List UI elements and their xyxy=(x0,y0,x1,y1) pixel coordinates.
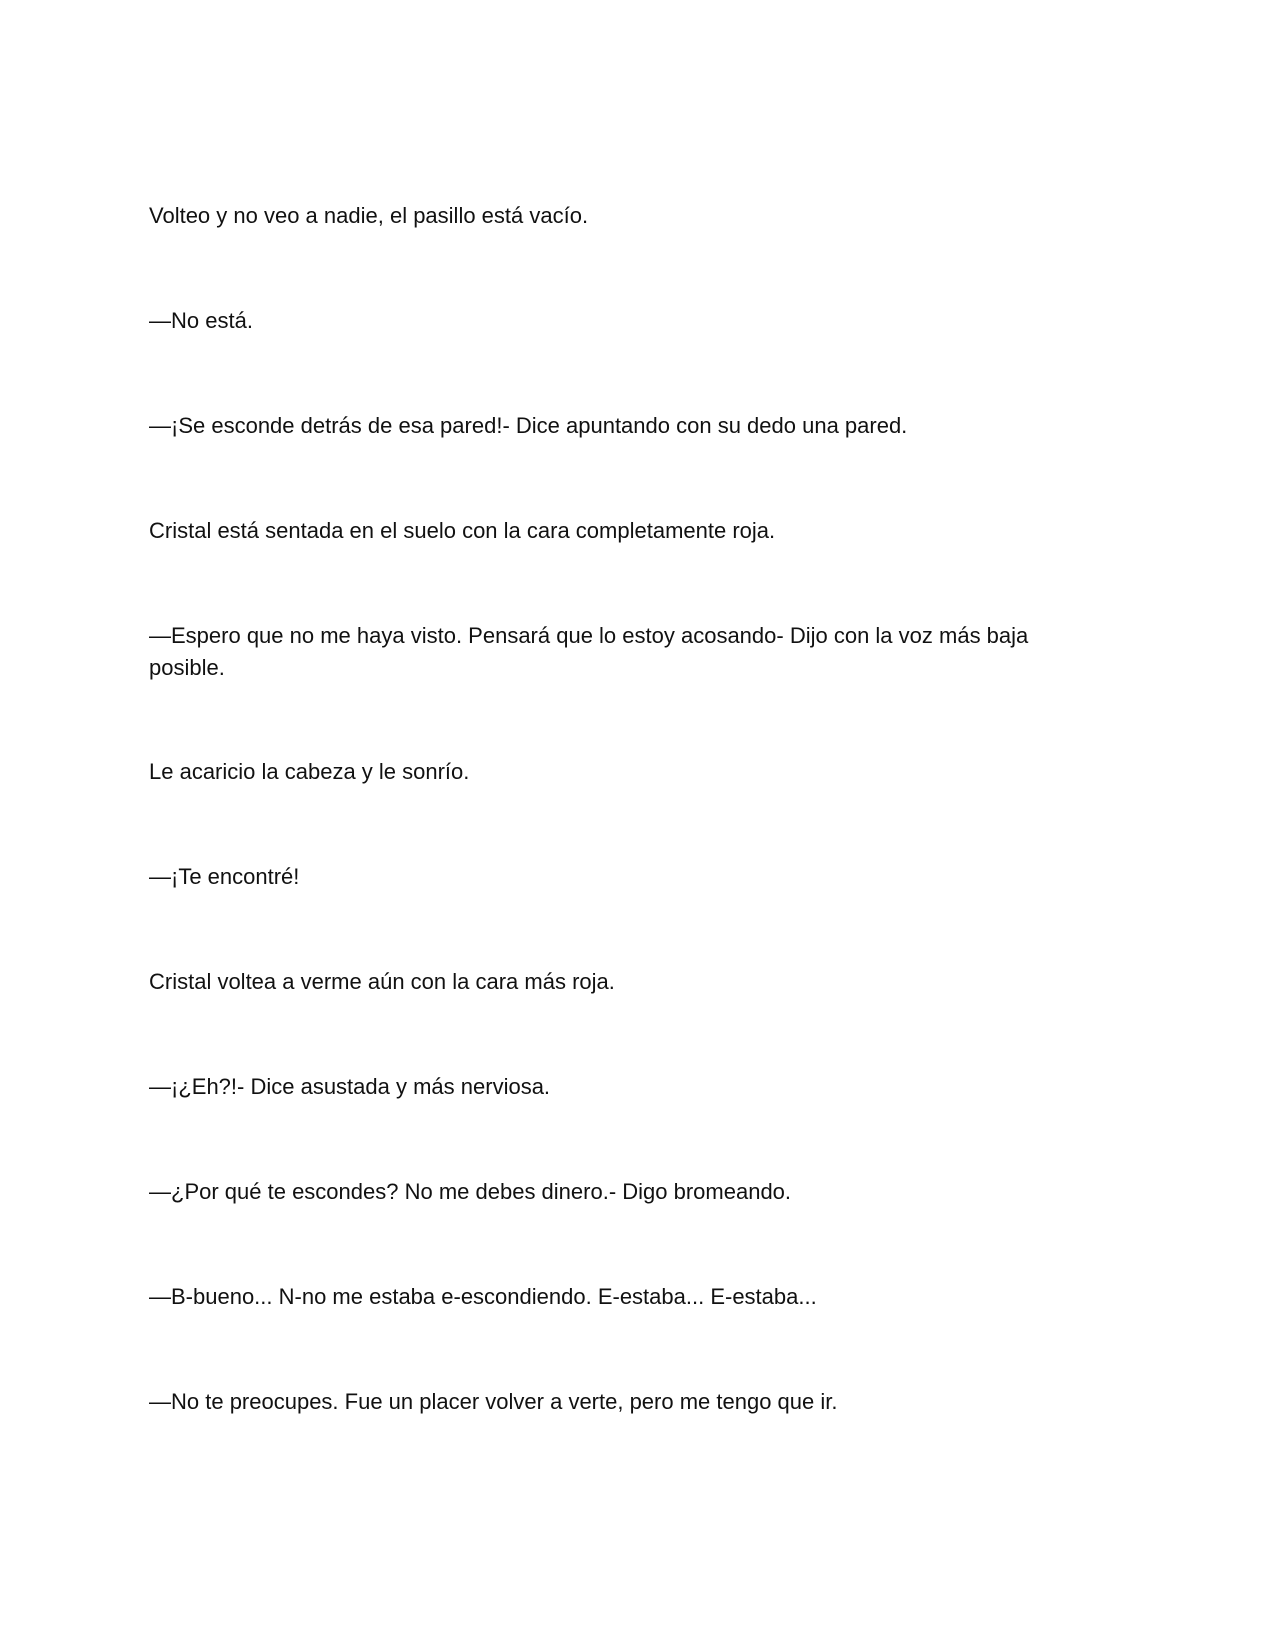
paragraph: —Espero que no me haya visto. Pensará que lo estoy acosando- Dijo con la voz más baja posible. xyxy=(149,623,1029,680)
paragraph: Le acaricio la cabeza y le sonrío. xyxy=(149,759,470,784)
paragraph: —¡¿Eh?!- Dice asustada y más nerviosa. xyxy=(149,1074,551,1099)
paragraph: —No te preocupes. Fue un placer volver a verte, pero me tengo que ir. xyxy=(149,1389,838,1414)
paragraph: Volteo y no veo a nadie, el pasillo está vacío. xyxy=(149,203,589,228)
paragraph: Cristal voltea a verme aún con la cara más roja. xyxy=(149,969,615,994)
paragraph: —¡Te encontré! xyxy=(149,864,300,889)
paragraph: —¿Por qué te escondes? No me debes dinero.- Digo bromeando. xyxy=(149,1179,792,1204)
paragraph: —No está. xyxy=(149,308,253,333)
paragraph: —¡Se esconde detrás de esa pared!- Dice apuntando con su dedo una pared. xyxy=(149,413,908,438)
paragraph: —B-bueno... N-no me estaba e-escondiendo. E-estaba... E-estaba... xyxy=(149,1284,817,1309)
paragraph: Cristal está sentada en el suelo con la cara completamente roja. xyxy=(149,518,776,543)
